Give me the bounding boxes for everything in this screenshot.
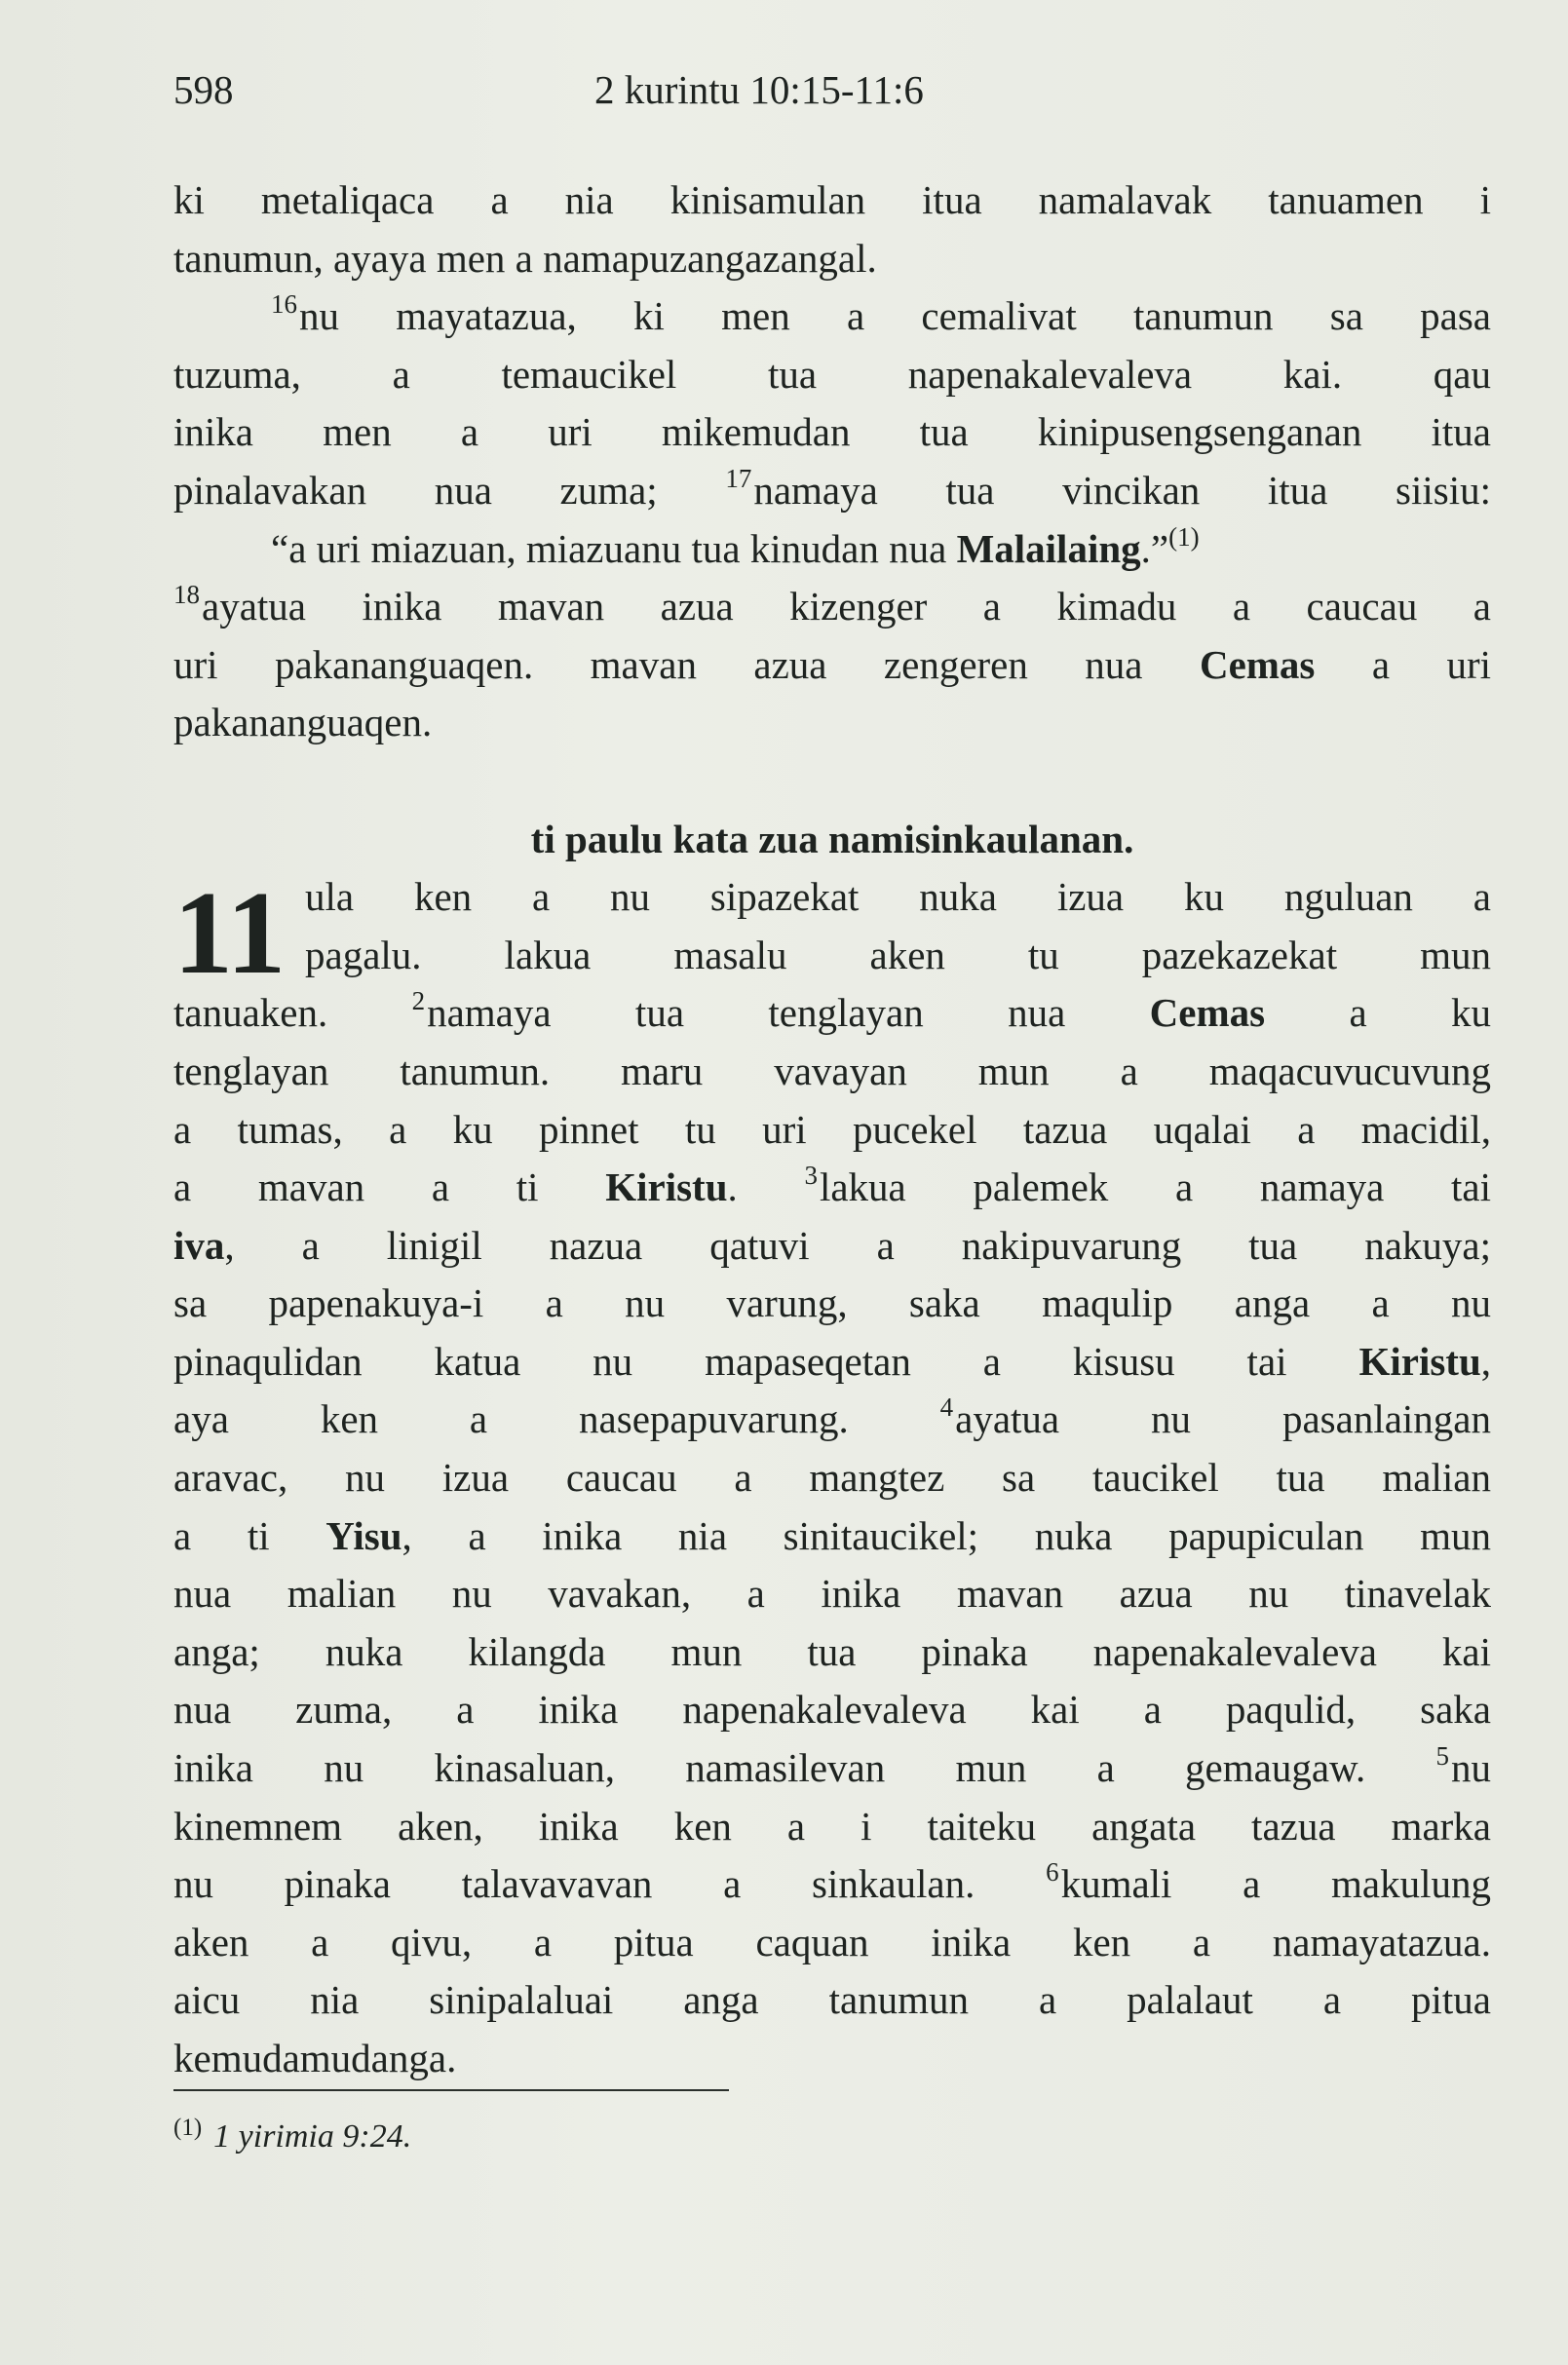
text-line: aicu nia sinipalaluai anga tanumun a palalaut a pitua [173,1977,1491,2023]
text-line: aravac, nu izua caucau a mangtez sa taucikel tua malian [173,1455,1491,1501]
verse-number: 2 [411,986,426,1016]
footnote-reference: 1 yirimia 9:24. [213,2118,412,2155]
page-header [173,66,1395,125]
text-line: ula ken a nu sipazekat nuka izua ku nguluan a [305,874,1491,920]
text-line: uri pakananguaqen. mavan azua zengeren nua Cemas a uri [173,641,1492,687]
footnote-ref: (1) [1168,521,1200,552]
text-line: pinaqulidan katua nu mapaseqetan a kisusu tai Kiristu, [173,1338,1492,1384]
running-head: 2 kurintu 10:15-11:6 [594,67,924,112]
text-line: kinemnem aken, inika ken a i taiteku angata tazua marka [173,1803,1491,1849]
text-line: inika nu kinasaluan, namasilevan mun a gemaugaw. $^5$nu [173,1741,1491,1791]
page-body [173,172,1491,2088]
footnote-mark: (1) [173,2115,203,2141]
text-line: a ti Yisu, a inika nia sinitaucikel; nuka papupiculan mun [173,1512,1491,1558]
footnote [173,2105,411,2160]
text-line: inika men a uri mikemudan tua kinipusengsenganan itua [173,409,1491,455]
verse-number: 16 [271,289,297,320]
text-line: pakananguaqen. [173,700,433,745]
text-line: nua zuma, a inika napenakalevaleva kai a paqulid, saka [173,1687,1491,1733]
text-line: sa papenakuya-i a nu varung, saka maqulip anga a nu [173,1280,1491,1326]
chapter-number: 11 [173,867,287,1000]
text-line: kemudamudanga. [173,2036,457,2080]
verse-number: 18 [173,580,200,610]
text-line: pinalavakan nua zuma; $^{17}$namaya tua vincikan itua siisiu: [173,463,1491,513]
text-line: aya ken a nasepapuvarung. $^4$ayatua nu pasanlaingan [173,1392,1491,1442]
verse-number: 17 [725,463,752,493]
chapter-block [173,867,1491,1000]
verse-number: 3 [804,1161,818,1191]
text-line: $^{18}$ayatua inika mavan azua kizenger a kimadu a caucau a [173,580,1491,629]
text-line: $^{16}$nu mayatazua, ki men a cemalivat tanumun sa pasa [271,289,1491,339]
section-heading: ti paulu kata zua namisinkaulanan. [530,816,1134,861]
text-line: a mavan a ti Kiristu. $^3$lakua palemek a namaya tai [173,1161,1492,1210]
text-line: tanumun, ayaya men a namapuzangazangal. [173,235,877,281]
text-line: iva, a linigil nazua qatuvi a nakipuvarung tua nakuya; [173,1222,1491,1268]
text-line: a tumas, a ku pinnet tu uri pucekel tazua uqalai a macidil, [173,1106,1491,1152]
verse-number: 4 [939,1392,954,1423]
text-line: ki metaliqaca a nia kinisamulan itua namalavak tanuamen i [173,177,1491,222]
text-line: aken a qivu, a pitua caquan inika ken a namayatazua. [173,1919,1491,1964]
verse-number: 5 [1435,1741,1449,1772]
text-line: anga; nuka kilangda mun tua pinaka napenakalevaleva kai [173,1628,1491,1674]
footnote-divider [173,2089,729,2091]
text-line: nua malian nu vavakan, a inika mavan azua nu tinavelak [173,1571,1491,1617]
page-number: 598 [173,67,234,112]
text-line: tuzuma, a temaucikel tua napenakalevaleva kai. qau [173,351,1491,397]
verse-number: 6 [1046,1857,1059,1888]
text-line: nu pinaka talavavavan a sinkaulan. $^6$kumali a makulung [173,1857,1491,1907]
text-line: tanuaken. $^2$namaya tua tenglayan nua Cemas a ku [173,986,1492,1036]
text-line: tenglayan tanumun. maru vavayan mun a maqacuvucuvung [173,1048,1491,1093]
text-line: “a uri miazuan, miazuanu tua kinudan nua Malailaing.”$^{(1)}$ [271,521,1200,571]
text-line: pagalu. lakua masalu aken tu pazekazekat mun [305,932,1491,977]
